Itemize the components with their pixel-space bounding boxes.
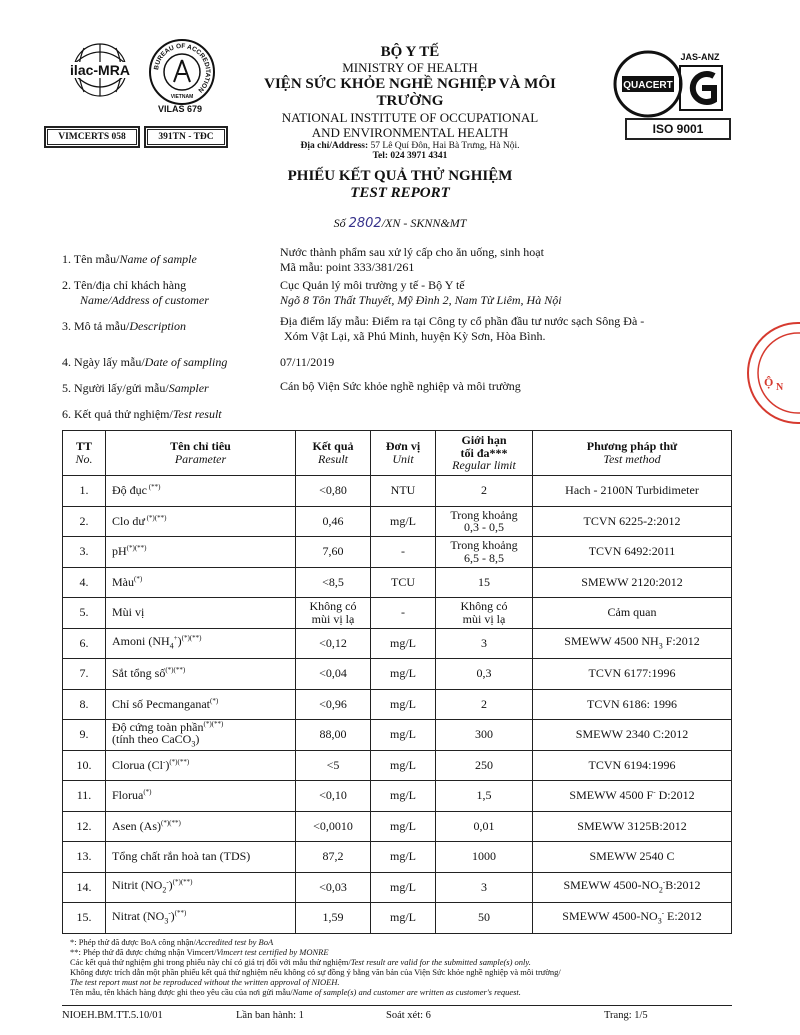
info-value-2: Cục Quản lý môi trường y tế - Bộ Y tế Ngõ 8 Tôn Thất Thuyết, Mỹ Đình 2, Nam Từ Liêm, Hà Nội — [280, 278, 562, 307]
ministry-vn: BỘ Y TẾ — [380, 44, 440, 60]
tdc-code: 391TN - TĐC — [144, 126, 228, 148]
ilac-text: ilac-MRA — [70, 62, 130, 78]
cell-method: Cảm quan — [533, 598, 732, 629]
cell-result: <0,04 — [296, 659, 371, 690]
cell-no: 10. — [63, 750, 106, 781]
info-label-6: 6. Kết quả thử nghiệm/Test result — [62, 407, 222, 421]
info-label-1: 1. Tên mẫu/Name of sample — [62, 252, 197, 266]
title-en: TEST REPORT — [350, 185, 450, 201]
accred-ring-text: BUREAU OF ACCREDITATION — [153, 42, 212, 94]
cell-unit: mg/L — [371, 659, 436, 690]
vilas-number: VILAS 679 — [158, 104, 203, 114]
cell-parameter: Nitrit $(NO_2^-)^{(*)(**)}$ — [106, 872, 296, 903]
cell-result: <0,12 — [296, 628, 371, 659]
cell-no: 8. — [63, 689, 106, 720]
cell-no: 15. — [63, 903, 106, 934]
cell-result: 1,59 — [296, 903, 371, 934]
bottom-divider — [62, 1005, 732, 1006]
cell-limit: 1,5 — [436, 781, 533, 812]
table-row — [63, 842, 732, 873]
cell-method: SMEWW 4500 F- D:2012 — [533, 781, 732, 812]
table-row — [63, 872, 732, 903]
cell-unit: mg/L — [371, 750, 436, 781]
cell-result: 7,60 — [296, 537, 371, 568]
col-no: TT No. — [63, 431, 106, 476]
table-row — [63, 689, 732, 720]
cell-limit: 300 — [436, 720, 533, 751]
table-row — [63, 567, 732, 598]
cell-unit: mg/L — [371, 720, 436, 751]
cell-method: SMEWW $4500-NO_3^-$ E:2012 — [533, 903, 732, 934]
cell-no: 6. — [63, 628, 106, 659]
cell-parameter: Độ đục (**) — [106, 476, 296, 507]
col-unit: Đơn vị Unit — [371, 431, 436, 476]
cell-parameter: Sắt tổng số(*)(**) — [106, 659, 296, 690]
accreditation-seal — [148, 38, 216, 106]
quacert-text: QUACERT — [623, 80, 673, 91]
cell-method: TCVN 6177:1996 — [533, 659, 732, 690]
cell-no: 13. — [63, 842, 106, 873]
cell-unit: mg/L — [371, 872, 436, 903]
cell-unit: mg/L — [371, 781, 436, 812]
table-row — [63, 903, 732, 934]
footnote-line: Các kết quả thử nghiệm ghi trong phiếu này chỉ có giá trị đối với mẫu thử nghiệm/Test result are valid for the submitted sample(s) only. — [70, 957, 531, 968]
cell-no: 12. — [63, 811, 106, 842]
cell-parameter: pH(*)(**) — [106, 537, 296, 568]
svg-text:Ộ: Ộ — [764, 375, 774, 389]
cell-parameter: Mùi vị — [106, 598, 296, 629]
cell-method: SMEWW 4500 $NH_3$ F:2012 — [533, 628, 732, 659]
cell-limit: 50 — [436, 903, 533, 934]
cell-no: 5. — [63, 598, 106, 629]
cell-result: <0,80 — [296, 476, 371, 507]
cell-method: SMEWW 2120:2012 — [533, 567, 732, 598]
col-method: Phương pháp thử Test method — [533, 431, 732, 476]
cell-parameter: Florua(*) — [106, 781, 296, 812]
cell-limit: 15 — [436, 567, 533, 598]
table-row — [63, 659, 732, 690]
info-value-3: Địa điểm lấy mẫu: Điểm ra tại Công ty cổ phần đầu tư nước sạch Sông Đà - Xóm Vật Lại, xã Phú Minh, huyện Kỳ Sơn, Hòa Bình. — [280, 314, 645, 343]
cell-limit: 1000 — [436, 842, 533, 873]
cell-parameter: Màu(*) — [106, 567, 296, 598]
review-number: Soát xét: 6 — [386, 1010, 431, 1021]
cell-result: Không có mùi vị lạ — [296, 598, 371, 629]
cell-unit: NTU — [371, 476, 436, 507]
results-table — [62, 430, 732, 934]
cell-method: TCVN 6194:1996 — [533, 750, 732, 781]
info-value-4: 07/11/2019 — [280, 355, 335, 369]
footnote-line: Tên mẫu, tên khách hàng được ghi theo yêu cầu của nơi gửi mẫu/Name of sample(s) and customer are written as customer's request. — [70, 987, 521, 998]
cell-parameter: Amoni $(NH_4^+)^{(*)(**)}$ — [106, 628, 296, 659]
address-line: Địa chỉ/Address: 57 Lê Quí Đôn, Hai Bà Trưng, Hà Nội. — [300, 140, 520, 151]
cell-method: TCVN 6186: 1996 — [533, 689, 732, 720]
col-limit: Giới hạn tối đa*** Regular limit — [436, 431, 533, 476]
institute-en-2: AND ENVIRONMENTAL HEALTH — [311, 124, 509, 140]
cell-method: SMEWW 2340 C:2012 — [533, 720, 732, 751]
info-value-5: Cán bộ Viện Sức khỏe nghề nghiệp và môi trường — [280, 379, 521, 393]
table-row — [63, 537, 732, 568]
info-label-3: 3. Mô tả mẫu/Description — [62, 319, 186, 333]
svg-text:N: N — [776, 382, 784, 393]
info-label-4: 4. Ngày lấy mẫu/Date of sampling — [62, 355, 228, 369]
cell-limit: Trong khoảng 0,3 - 0,5 — [436, 506, 533, 537]
cell-parameter: Clo dư (*)(**) — [106, 506, 296, 537]
cell-limit: 2 — [436, 689, 533, 720]
table-row — [63, 598, 732, 629]
cell-unit: mg/L — [371, 506, 436, 537]
cell-parameter: Chỉ số Pecmanganat(*) — [106, 689, 296, 720]
cell-parameter: Clorua (Cl-)(*)(**) — [106, 750, 296, 781]
cell-unit: mg/L — [371, 811, 436, 842]
cell-limit: 2 — [436, 476, 533, 507]
cell-limit: Không có mùi vị lạ — [436, 598, 533, 629]
cell-unit: TCU — [371, 567, 436, 598]
footnote-line: The test report must not be reproduced without the written approval of NIOEH. — [70, 977, 340, 988]
cell-result: <0,03 — [296, 872, 371, 903]
cell-limit: 250 — [436, 750, 533, 781]
col-parameter: Tên chỉ tiêu Parameter — [106, 431, 296, 476]
institute-en-1: NATIONAL INSTITUTE OF OCCUPATIONAL — [281, 109, 539, 125]
footnotes — [70, 937, 561, 997]
table-row — [63, 781, 732, 812]
cell-result: 0,46 — [296, 506, 371, 537]
cell-no: 2. — [63, 506, 106, 537]
cell-result: <5 — [296, 750, 371, 781]
cell-method: SMEWW $4500-NO_2^-B:2012$ — [533, 872, 732, 903]
institute-vn: VIỆN SỨC KHỎE NGHỀ NGHIỆP VÀ MÔI TRƯỜNG — [264, 76, 556, 110]
table-row — [63, 628, 732, 659]
cell-limit: 3 — [436, 628, 533, 659]
cell-method: TCVN 6492:2011 — [533, 537, 732, 568]
institution-header — [230, 44, 590, 162]
report-title — [0, 168, 800, 202]
cell-no: 3. — [63, 537, 106, 568]
svg-text:BUREAU OF ACCREDITATION — [153, 43, 211, 94]
cell-method: Hach - 2100N Turbidimeter — [533, 476, 732, 507]
form-code: NIOEH.BM.TT.5.10/01 — [62, 1010, 163, 1021]
cell-parameter: Độ cứng toàn phần(*)(**) (tính theo CaCO$_3$) — [106, 720, 296, 751]
cell-limit: 0,3 — [436, 659, 533, 690]
svg-text:VIETNAM: VIETNAM — [170, 94, 194, 100]
footnote-line: Không được trích dẫn một phần phiếu kết quả thử nghiệm nếu không có sự đồng ý bằng văn bản của Viện Sức khỏe nghề nghiệp và môi trường/ — [70, 967, 561, 978]
jas-anz-logo — [668, 50, 730, 120]
jasanz-text: JAS-ANZ — [680, 52, 720, 62]
table-row — [63, 750, 732, 781]
footnote-line: **: Phép thử đã được chứng nhận Vimcert/Vimcert test certified by MONRE — [70, 947, 329, 958]
red-stamp — [728, 318, 800, 428]
telephone: Tel: 024 3971 4341 — [372, 151, 448, 162]
cell-result: <0,96 — [296, 689, 371, 720]
cell-no: 14. — [63, 872, 106, 903]
iso-badge: ISO 9001 — [625, 118, 731, 140]
table-row — [63, 811, 732, 842]
cell-limit: Trong khoảng 6,5 - 8,5 — [436, 537, 533, 568]
info-label-5: 5. Người lấy/gửi mẫu/Sampler — [62, 381, 209, 395]
cell-result: 88,00 — [296, 720, 371, 751]
table-row — [63, 476, 732, 507]
cell-method: SMEWW 3125B:2012 — [533, 811, 732, 842]
cell-limit: 3 — [436, 872, 533, 903]
cell-no: 11. — [63, 781, 106, 812]
vimcerts-code: VIMCERTS 058 — [44, 126, 140, 148]
cell-result: <0,10 — [296, 781, 371, 812]
table-row — [63, 720, 732, 751]
info-value-1: Nước thành phẩm sau xử lý cấp cho ăn uống, sinh hoạt Mã mẫu: point 333/381/261 — [280, 245, 544, 274]
cell-no: 7. — [63, 659, 106, 690]
cell-result: <0,0010 — [296, 811, 371, 842]
table-row — [63, 506, 732, 537]
cell-unit: mg/L — [371, 689, 436, 720]
cell-method: SMEWW 2540 C — [533, 842, 732, 873]
cell-parameter: Nitrat $(NO_3^-)^{(**)}$ — [106, 903, 296, 934]
info-label-2: 2. Tên/địa chỉ khách hàng Name/Address of customer — [62, 278, 209, 307]
cell-limit: 0,01 — [436, 811, 533, 842]
ilac-mra-logo — [54, 40, 146, 98]
cell-unit: mg/L — [371, 628, 436, 659]
cell-unit: - — [371, 537, 436, 568]
cell-parameter: Asen (As)(*)(**) — [106, 811, 296, 842]
cell-unit: - — [371, 598, 436, 629]
cell-parameter: Tổng chất rắn hoà tan (TDS) — [106, 842, 296, 873]
footnote-line: *: Phép thử đã được BoA công nhận/Accredited test by BoA — [70, 937, 274, 947]
report-number: Số 2802/XN - SKNN&MT — [333, 216, 467, 231]
cell-unit: mg/L — [371, 903, 436, 934]
cell-result: <8,5 — [296, 567, 371, 598]
cell-result: 87,2 — [296, 842, 371, 873]
col-result: Kết quả Result — [296, 431, 371, 476]
issue-number: Lần ban hành: 1 — [236, 1010, 304, 1021]
cell-unit: mg/L — [371, 842, 436, 873]
cell-method: TCVN 6225-2:2012 — [533, 506, 732, 537]
page-number: Trang: 1/5 — [604, 1010, 648, 1021]
cell-no: 1. — [63, 476, 106, 507]
table-header-row — [63, 431, 732, 476]
cell-no: 4. — [63, 567, 106, 598]
handwritten-number: 2802 — [348, 216, 382, 231]
title-vn: PHIẾU KẾT QUẢ THỬ NGHIỆM — [287, 168, 513, 184]
cell-no: 9. — [63, 720, 106, 751]
ministry-en: MINISTRY OF HEALTH — [342, 60, 478, 76]
